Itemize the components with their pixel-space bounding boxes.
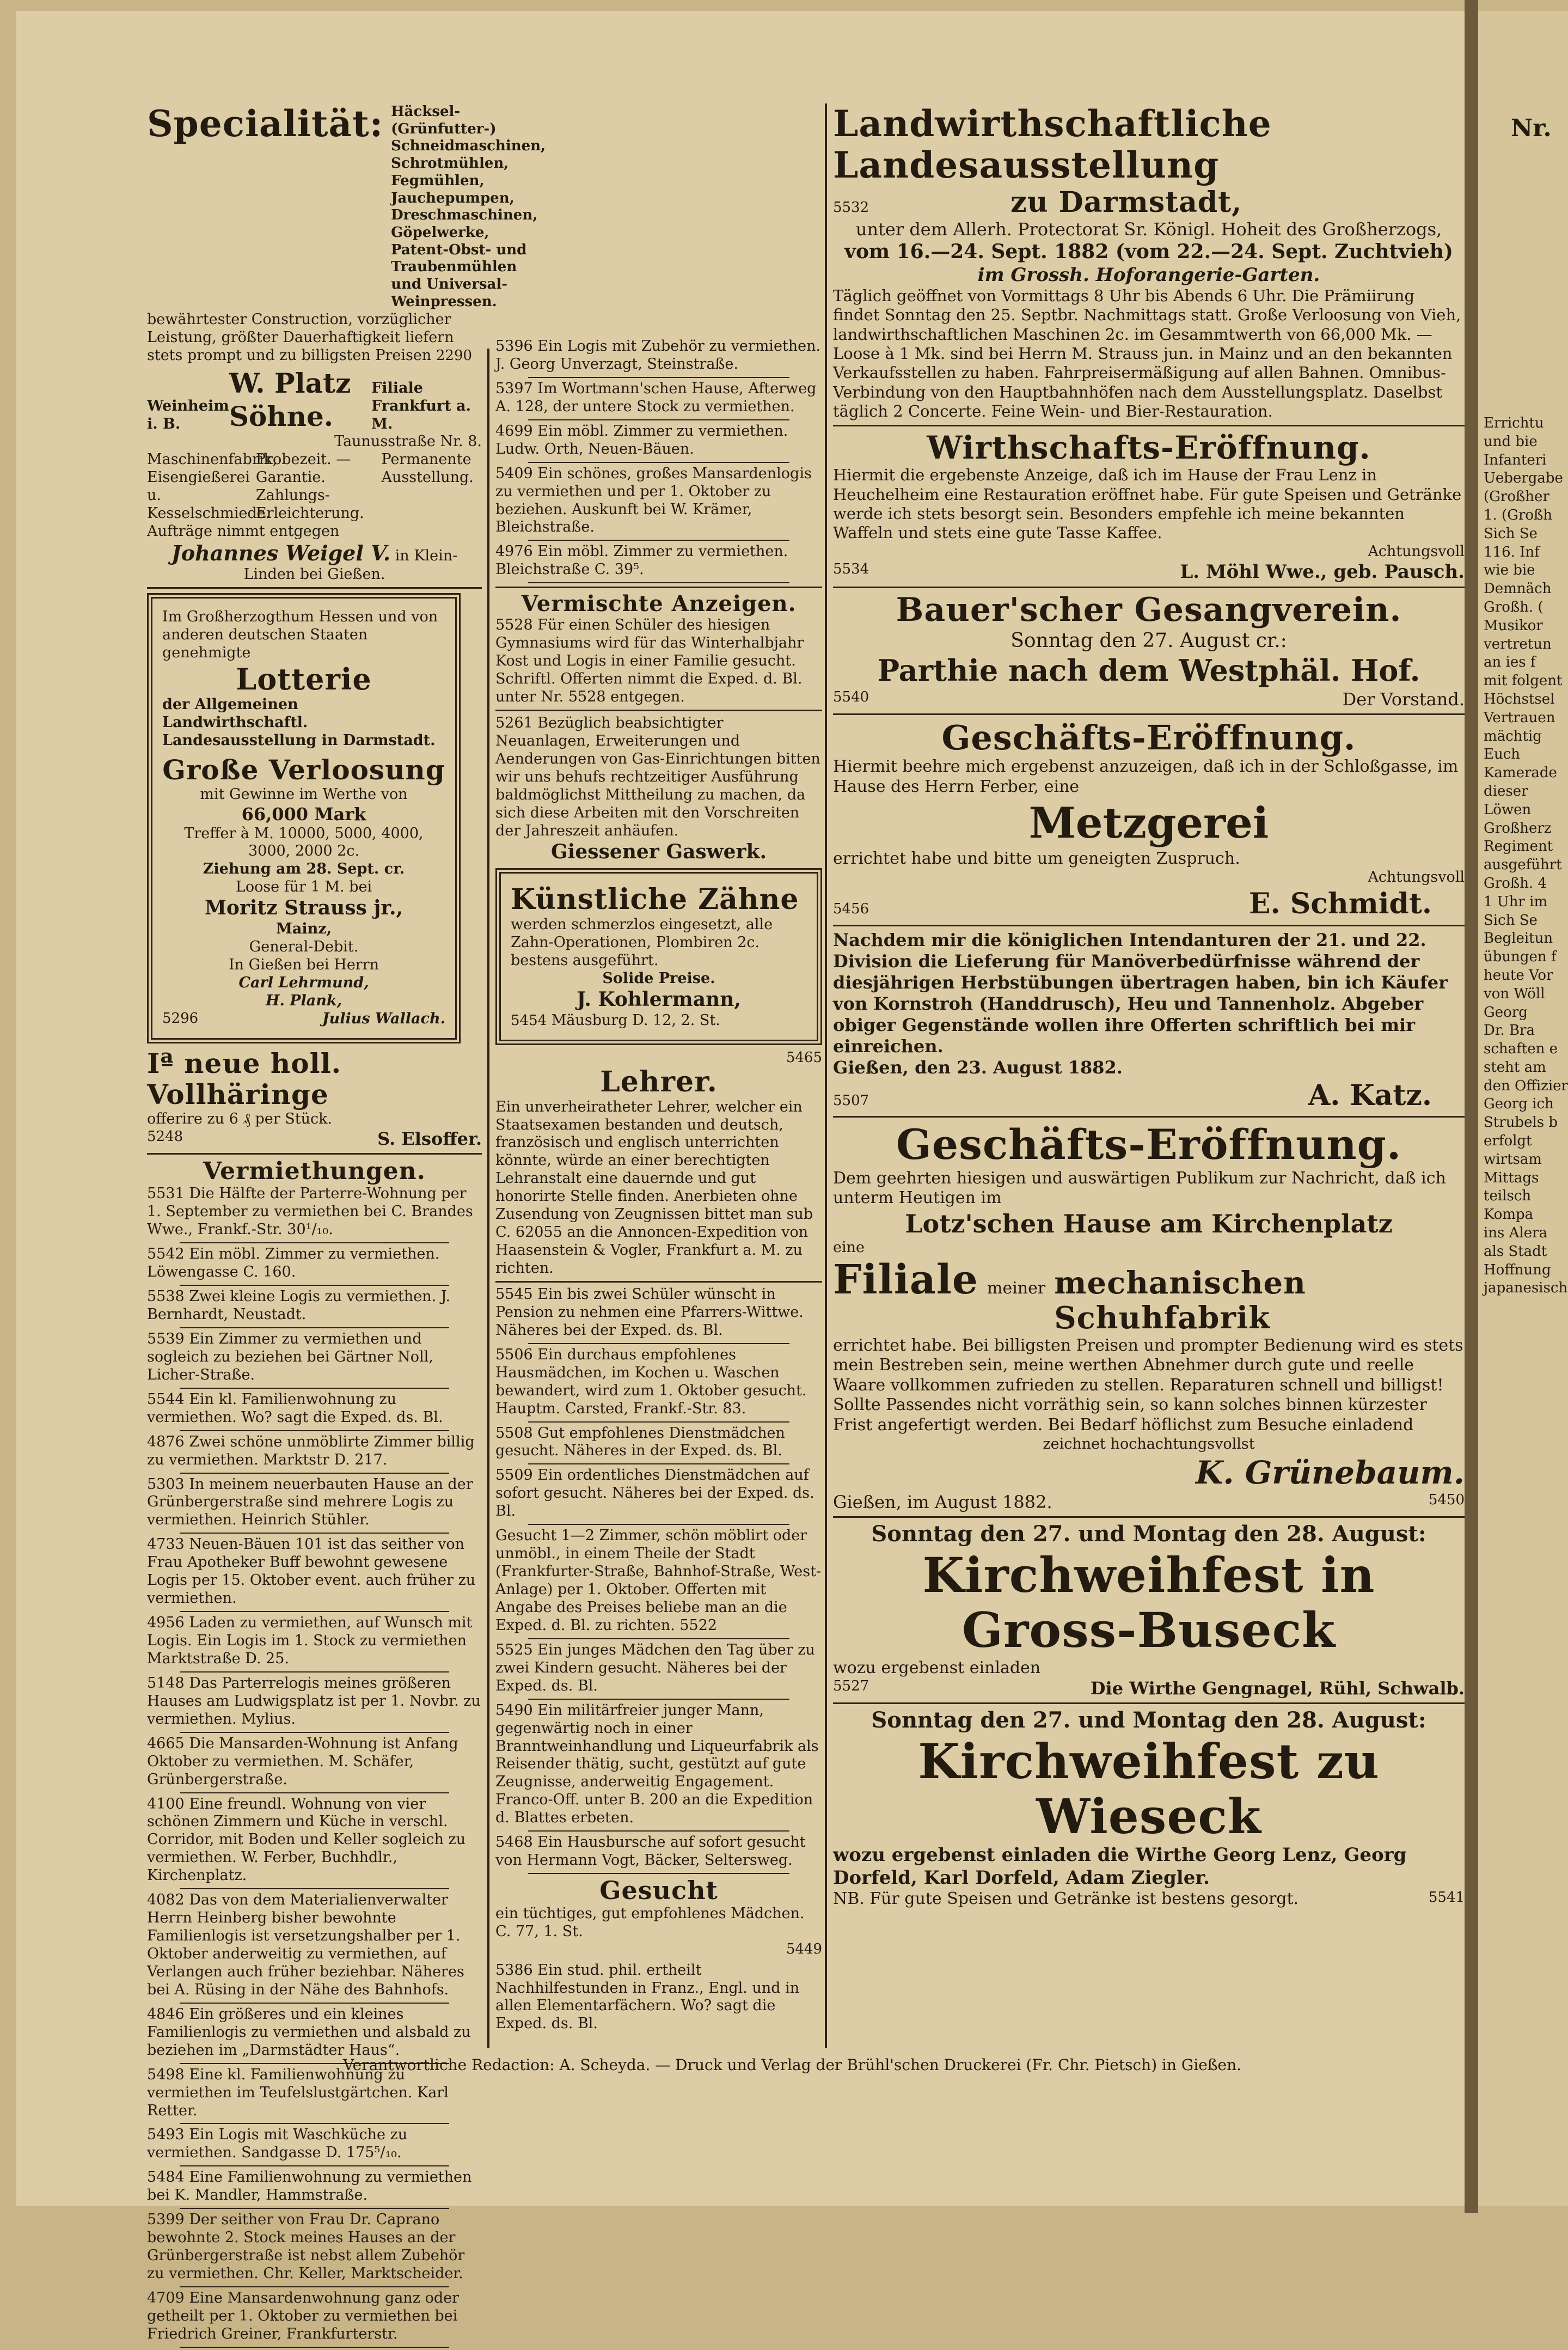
teeth-name: J. Kohlermann,	[577, 987, 741, 1011]
rental-ad: 5493 Ein Logis mit Waschküche zu vermiethen. Sandgasse D. 175⁵/₁₀.	[147, 2126, 408, 2162]
rental-ad: 5531 Die Hälfte der Parterre-Wohnung per 1. September zu vermiethen bei C. Brandes Wwe., Frankf.-Str. 30¹/₁₀.	[147, 1185, 473, 1238]
rental-ad: 4100 Eine freundl. Wohnung von vier schönen Zimmern und Küche in verschl. Corridor, mit Boden und Keller sogleich zu vermiethen. W. Ferber, Buchhdlr., Kirchenplatz.	[147, 1795, 466, 1884]
schuh-fabrik: mechanischen Schuhfabrik	[1054, 1265, 1306, 1336]
ad-katz	[833, 930, 1465, 1113]
rental-ad: 4976 Ein möbl. Zimmer zu vermiethen. Bleichstraße C. 39⁵.	[495, 543, 788, 578]
rental-ad: 5484 Eine Familienwohnung zu vermiethen bei K. Mandler, Hammstraße.	[147, 2169, 472, 2204]
misc-ad: 5386 Ein stud. phil. ertheilt Nachhilfestunden in Franz., Engl. und in allen Elementarfächern. Wo? sagt die Exped. ds. Bl.	[495, 1961, 800, 2032]
next-page-fragment: Sich Se	[1484, 912, 1538, 929]
small-divider	[528, 582, 789, 583]
next-page-fragment: Euch	[1484, 746, 1521, 763]
lottery-value-line: mit Gewinne im Werthe von	[200, 785, 408, 803]
next-page-fragment: Löwen	[1484, 801, 1532, 818]
ad-firm: W. Platz Söhne.	[229, 367, 351, 433]
wieseck-nb: NB. Für gute Speisen und Getränke ist bestens gesorgt.	[833, 1889, 1299, 1909]
ad-specialitaet	[147, 102, 546, 584]
next-page-fragment: Großherz	[1484, 820, 1552, 837]
teeth-prices: Solide Preise.	[602, 970, 715, 987]
teacher-title: Lehrer.	[600, 1065, 718, 1098]
schuh-regards: zeichnet hochachtungsvollst	[1043, 1435, 1255, 1452]
small-divider	[528, 1421, 789, 1423]
next-page-fragment: erfolgt	[1484, 1133, 1532, 1150]
small-divider	[528, 540, 789, 541]
gesucht-number: 5449	[786, 1940, 822, 1957]
katz-date: Gießen, den 23. August 1882.	[833, 1057, 1123, 1078]
rental-ad: 4733 Neuen-Bäuen 101 ist das seither von Frau Apotheker Buff bewohnt gewesene Logis per 15. Oktober event. auch früher zu vermiethen.	[147, 1536, 476, 1607]
ad-agent-place: in Klein-Linden bei Gießen.	[243, 547, 458, 583]
rental-ad: 5539 Ein Zimmer zu vermiethen und sogleich zu beziehen bei Gärtner Noll, Licher-Straße.	[147, 1330, 433, 1383]
wieseck-title: Kirchweihfest zu Wieseck	[918, 1732, 1380, 1845]
ad-teeth	[495, 868, 822, 1045]
rental-ad: 5498 Eine kl. Familienwohnung zu vermiethen im Teufelslustgärtchen. Karl Retter.	[147, 2066, 449, 2119]
small-divider	[528, 419, 789, 420]
next-page-fragment: Sich Se	[1484, 525, 1538, 542]
wieseck-invite: wozu ergebenst einladen die Wirthe Georg Lenz, Georg Dorfeld, Karl Dorfeld, Adam Ziegler.	[833, 1844, 1407, 1889]
misc-ad: Gesucht 1—2 Zimmer, schön möblirt oder unmöbl., in einem Theile der Stadt (Frankfurter-Straße, Bahnhof-Straße, West-Anlage) per 1. Oktober. Offerten mit Angabe des Preises beliebe man an die Exped. d. Bl. zu richten. 5522	[495, 1527, 822, 1634]
buseck-number: 5527	[833, 1678, 869, 1695]
ad-buseck	[833, 1521, 1465, 1699]
next-page-fragment: (Großher	[1484, 489, 1549, 505]
teacher-text: Ein unverheiratheter Lehrer, welcher ein Staatsexamen bestanden und deutsch, französisch und englisch unterrichten könnte, würde an einer berechtigten Lehranstalt eine dauernde und gut honorirte Stelle finden. Anerbieten ohne Zusendung von Zeugnissen bittet man sub C. 62055 an die Annoncen-Expedition von Haasenstein & Vogler, Frankfurt a. M. zu richten.	[495, 1098, 813, 1277]
wieseck-number: 5541	[1428, 1889, 1465, 1906]
next-page-fragments	[1478, 414, 1568, 1298]
divider	[833, 1116, 1465, 1118]
next-page-fragment: Großh. 4	[1484, 875, 1547, 892]
small-divider	[180, 2123, 449, 2124]
ad-herring	[147, 1048, 482, 1150]
schuh-text2: errichtet habe. Bei billigsten Preisen und prompter Bedienung wird es stets mein Bestreben sein, meine werthen Abnehmer durch gute und reelle Waare vollkommen zufrieden zu stellen. Reparaturen schnell und billigst! Sollte Passendes nicht vorräthig sein, so kann solches binnen kürzester Frist angefertigt werden. Bei Bedarf höflichst zum Besuche einladend	[833, 1335, 1463, 1435]
herring-title: Iª neue holl. Vollhäringe	[147, 1047, 341, 1111]
katz-name: A. Katz.	[1308, 1078, 1432, 1112]
next-page-fragment: mächtig	[1484, 728, 1542, 744]
schuh-place: Lotz'schen Hause am Kirchenplatz	[905, 1208, 1393, 1238]
next-page-fragment: Errichtu	[1484, 415, 1544, 431]
next-page-fragment: 1 Uhr im	[1484, 893, 1548, 910]
metz-word: Metzgerei	[1028, 798, 1269, 848]
small-divider	[180, 1430, 449, 1431]
book-gutter	[1465, 0, 1478, 2213]
ad-text: bewährtester Construction, vorzüglicher Leistung, größter Dauerhaftigkeit liefern stets prompt und zu billigsten Preisen	[147, 310, 454, 364]
small-divider	[528, 1343, 789, 1344]
small-divider	[528, 377, 789, 378]
small-divider	[528, 1873, 789, 1874]
small-divider	[180, 2003, 449, 2004]
schuh-date: Gießen, im August 1882.	[833, 1492, 1052, 1513]
next-page-fragment: ins Alera	[1484, 1225, 1548, 1242]
gas-text: 5261 Bezüglich beabsichtigter Neuanlagen, Erweiterungen und Aenderungen von Gas-Einrichtungen bitten wir uns behufs rechtzeitiger Ausführung baldmöglichst Mittheilung zu machen, da sich diese Arbeiten mit den Vorschreiten der Jahreszeit anhäufen.	[495, 714, 820, 839]
lottery-seller: Moritz Strauss jr.,	[204, 896, 403, 920]
next-page-fragment: und bie	[1484, 433, 1538, 450]
small-divider	[180, 2347, 449, 2348]
next-page-fragment: Dr. Bra	[1484, 1022, 1535, 1039]
divider	[833, 425, 1465, 426]
next-page-edge	[1478, 11, 1568, 2206]
gas-sign: Giessener Gaswerk.	[550, 840, 767, 863]
rental-ad: 5542 Ein möbl. Zimmer zu vermiethen. Löwengasse C. 160.	[147, 1246, 440, 1281]
schuh-number: 5450	[1428, 1492, 1465, 1509]
column-3	[833, 103, 1465, 1913]
ad-number: 2290	[436, 347, 473, 364]
next-page-fragment: wie bie	[1484, 562, 1535, 579]
schuh-eine: eine	[833, 1238, 865, 1256]
next-page-fragment: Hoffnung	[1484, 1261, 1551, 1278]
ad-wirt	[833, 430, 1465, 584]
expo-text: Täglich geöffnet von Vormittags 8 Uhr bis Abends 6 Uhr. Die Prämiirung findet Sonntag den 25. Septbr. Nachmittags statt. Große Verloosung von Vieh, landwirthschaftlichen Maschinen 2c. im Gesammtwerth von 66,000 Mk. — Loose à 1 Mk. sind bei Herrn M. Strauss jun. in Mainz und an den bekannten Verkaufsstellen zu haben. Fahrpreisermäßigung auf allen Bahnen. Omnibus-Verbindung von den Hauptbahnhöfen nach dem Ausstellungsplatz. Daselbst täglich 2 Concerte. Feine Wein- und Bier-Restauration.	[833, 286, 1461, 421]
small-divider	[180, 1888, 449, 1889]
next-page-fragment: Vertrauen	[1484, 709, 1555, 726]
lottery-value: 66,000 Mark	[241, 803, 366, 825]
misc-heading: Vermischte Anzeigen.	[521, 591, 797, 617]
schuh-text1: Dem geehrten hiesigen und auswärtigen Publikum zur Nachricht, daß ich unterm Heutigen im	[833, 1168, 1446, 1208]
lottery-seller-role: General-Debit.	[249, 938, 359, 956]
divider	[147, 1153, 482, 1155]
katz-number: 5507	[833, 1092, 869, 1109]
small-divider	[180, 1473, 449, 1474]
rental-ad: 5148 Das Parterrelogis meines größeren Hauses am Ludwigsplatz ist per 1. Novbr. zu vermiethen. Mylius.	[147, 1674, 481, 1728]
wirt-regards: Achtungsvoll	[1368, 542, 1465, 560]
next-page-fragment: 1. (Großh	[1484, 506, 1553, 523]
small-divider	[180, 1611, 449, 1612]
ad-agent: Johannes Weigel V.	[171, 541, 391, 566]
rental-ad: 4846 Ein größeres und ein kleines Familienlogis zu vermiethen und alsbald zu beziehen im „Darmstädter Haus“.	[147, 2005, 471, 2059]
small-divider	[180, 1671, 449, 1673]
teeth-number2: 5465	[786, 1049, 822, 1066]
next-page-fragment: Strubels b	[1484, 1114, 1558, 1131]
schuh-meiner: meiner	[987, 1278, 1046, 1298]
ad-metzgerei	[833, 718, 1465, 921]
small-divider	[528, 1463, 789, 1464]
next-page-fragment: wirtsam	[1484, 1151, 1542, 1168]
rental-ad: 5409 Ein schönes, großes Mansardenlogis zu vermiethen und per 1. Oktober zu beziehen. Auskunft bei W. Krämer, Bleichstraße.	[495, 465, 812, 536]
rental-ad: 5303 In meinem neuerbauten Hause an der Grünbergerstraße sind mehrere Logis zu vermiethen. Heinrich Stühler.	[147, 1475, 473, 1529]
divider	[833, 587, 1465, 588]
next-page-fragment: Regiment	[1484, 838, 1553, 855]
metz-text1: Hiermit beehre mich ergebenst anzuzeigen, daß ich in der Schloßgasse, im Hause des Herrn Ferber, eine	[833, 757, 1459, 796]
ad-mid-text: Probezeit. — Garantie. Zahlungs-Erleichterung.	[255, 451, 364, 522]
misc-ad: 5525 Ein junges Mädchen den Tag über zu zwei Kindern gesucht. Näheres bei der Exped. ds. Bl.	[495, 1641, 815, 1694]
col2-top-list	[495, 338, 822, 583]
gesucht-title: Gesucht	[599, 1876, 718, 1906]
next-page-fragment: Musikor	[1484, 617, 1543, 634]
column-rule	[825, 103, 827, 2048]
next-page-fragment: steht am	[1484, 1059, 1546, 1076]
misc-ad: 5509 Ein ordentliches Dienstmädchen auf sofort gesucht. Näheres bei der Exped. ds. Bl.	[495, 1467, 814, 1520]
rentals-list	[147, 1185, 482, 2347]
misc-ad: 5468 Ein Hausbursche auf sofort gesucht von Hermann Vogt, Bäcker, Seltersweg.	[495, 1834, 806, 1869]
misc-ad: 5528 Für einen Schüler des hiesigen Gymnasiums wird für das Winterhalbjahr Kost und Logis in einer Familie gesucht. Schriftl. Offerten nimmt die Exped. d. Bl. unter Nr. 5528 entgegen.	[495, 617, 804, 705]
divider	[495, 587, 822, 588]
small-divider	[528, 1638, 789, 1639]
schuh-filiale: Filiale	[833, 1256, 979, 1303]
teeth-text: werden schmerzlos eingesetzt, alle Zahn-Operationen, Plombiren 2c. bestens ausgeführt.	[511, 916, 773, 969]
small-divider	[528, 462, 789, 463]
misc-ad: 5490 Ein militärfreier junger Mann, gegenwärtig noch in einer Branntweinhandlung und Liqueurfabrik als Reisender thätig, sucht, gestützt auf gute Zeugnisse, anderweitig Engagement. Franco-Off. unter B. 200 an die Expedition d. Blattes erbeten.	[495, 1701, 819, 1827]
column-2	[495, 338, 822, 2036]
rental-ad: 5538 Zwei kleine Logis zu vermiethen. J. Bernhardt, Neustadt.	[147, 1288, 451, 1323]
metz-name: E. Schmidt.	[1248, 887, 1432, 921]
next-page-header: Nr.	[1511, 114, 1552, 142]
bauer-number: 5540	[833, 688, 869, 705]
small-divider	[180, 1732, 449, 1733]
divider	[495, 1281, 822, 1283]
rental-ad: 4699 Ein möbl. Zimmer zu vermiethen. Ludw. Orth, Neuen-Bäuen.	[495, 422, 788, 457]
rentals-heading: Vermiethungen.	[203, 1157, 426, 1185]
expo-venue: im Grossh. Hoforangerie-Garten.	[977, 264, 1320, 286]
lottery-title2: Große Verloosung	[162, 754, 445, 786]
next-page-fragment: Infanteri	[1484, 451, 1547, 468]
next-page-fragment: Mittags	[1484, 1169, 1539, 1186]
buseck-hosts: Die Wirthe Gengnagel, Rühl, Schwalb.	[1090, 1678, 1465, 1699]
schuh-name: K. Grünebaum.	[1196, 1454, 1465, 1491]
small-divider	[180, 1327, 449, 1328]
rental-ad: 4876 Zwei schöne unmöblirte Zimmer billig zu vermiethen. Marktstr D. 217.	[147, 1433, 475, 1468]
ad-schuh	[833, 1121, 1465, 1513]
divider	[833, 713, 1465, 715]
buseck-date: Sonntag den 27. und Montag den 28. August:	[871, 1521, 1426, 1547]
lottery-seller-city: Mainz,	[275, 920, 332, 938]
expo-title: Landwirthschaftliche Landesausstellung	[833, 102, 1272, 186]
bauer-event: Parthie nach dem Westphäl. Hof.	[877, 653, 1420, 688]
small-divider	[180, 1388, 449, 1389]
next-page-fragment: Großh. (	[1484, 599, 1543, 615]
next-page-fragment: Höchstsel	[1484, 691, 1555, 707]
expo-line1: unter dem Allerh. Protectorat Sr. Königl. Hoheit des Großherzogs,	[855, 218, 1442, 240]
rental-ad: 5396 Ein Logis mit Zubehör zu vermiethen. J. Georg Unverzagt, Steinstraße.	[495, 338, 821, 373]
katz-text: Nachdem mir die königlichen Intendanturen der 21. und 22. Division die Lieferung für Manöverbedürfnisse während der diesjährigen Herbstübungen übertragen haben, bin ich Käufer von Kornstroh (Handdrusch), Heu und Tannenholz. Abgeber obiger Gegenstände wollen ihre Offerten schriftlich bei mir einreichen.	[833, 929, 1448, 1057]
herring-number: 5248	[147, 1128, 183, 1145]
ad-right-text: Permanente Ausstellung.	[381, 451, 474, 486]
newspaper-page	[16, 11, 1465, 2342]
teeth-address: Mäusburg D. 12, 2. St.	[551, 1011, 720, 1029]
wirt-text: Hiermit die ergebenste Anzeige, daß ich im Hause der Frau Lenz in Heuchelheim eine Restauration eröffnet habe. Für gute Speisen und Getränke werde ich stets besorgt sein. Besonders empfehle ich meine bekannten Waffeln und stets eine gute Tasse Kaffee.	[833, 466, 1462, 542]
rental-ad: 5397 Im Wortmann'schen Hause, Afterweg A. 128, der untere Stock zu vermiethen.	[495, 380, 817, 415]
next-page-fragment: von Wöll	[1484, 985, 1545, 1002]
wieseck-date: Sonntag den 27. und Montag den 28. August:	[871, 1707, 1426, 1733]
rental-ad: 4082 Das von dem Materialienverwalter Herrn Heinberg bisher bewohnte Familienlogis ist versetzungshalber per 1. Oktober anderweitig zu vermiethen, auf Verlangen auch früher beziehbar. Näheres bei A. Rüsing in der Nähe des Bahnhofs.	[147, 1891, 464, 1998]
next-page-fragment: japanesisch	[1484, 1280, 1568, 1297]
small-divider	[528, 1830, 789, 1832]
next-page-fragment: Georg	[1484, 1004, 1528, 1021]
column-rule	[487, 349, 489, 2048]
misc-ad: 5506 Ein durchaus empfohlenes Hausmädchen, im Kochen u. Waschen bewandert, wird zum 1. Oktober gesucht. Hauptm. Carsted, Frankf.-Str. 83.	[495, 1346, 807, 1417]
small-divider	[180, 1285, 449, 1286]
lottery-name: Julius Wallach.	[322, 1010, 445, 1027]
gesucht-text: ein tüchtiges, gut empfohlenes Mädchen. C. 77, 1. St.	[495, 1905, 805, 1940]
next-page-fragment: ausgeführt	[1484, 857, 1562, 874]
small-divider	[180, 1792, 449, 1793]
next-page-fragment: als Stadt	[1484, 1243, 1547, 1260]
buseck-invite: wozu ergebenst einladen	[833, 1658, 1041, 1677]
next-page-fragment: den Offizier	[1484, 1077, 1568, 1094]
lottery-sub: der Allgemeinen Landwirthschaftl. Landesausstellung in Darmstadt.	[162, 696, 436, 749]
divider	[833, 925, 1465, 926]
divider	[495, 710, 822, 711]
next-page-fragment: an ies f	[1484, 654, 1536, 671]
lottery-number: 5296	[162, 1010, 199, 1027]
next-page-fragment: Kompa	[1484, 1206, 1534, 1223]
ad-branch-address: Taunusstraße Nr. 8.	[334, 433, 482, 450]
ad-items: Häcksel- (Grünfutter-) Schneidmaschinen, Schrotmühlen, Fegmühlen, Jauchepumpen, Dreschmaschinen, Göpelwerke, Patent-Obst- und Traubenmühlen und Universal-Weinpressen.	[391, 103, 546, 310]
small-divider	[180, 2286, 449, 2287]
next-page-fragment: teilsch	[1484, 1188, 1532, 1205]
expo-dates: vom 16.—24. Sept. 1882 (vom 22.—24. Sept. Zuchtvieh)	[844, 240, 1453, 263]
lottery-intro: Im Großherzogthum Hessen und von anderen deutschen Staaten genehmigte	[162, 608, 438, 662]
misc-ad: 5545 Ein bis zwei Schüler wünscht in Pension zu nehmen eine Pfarrers-Wittwe. Näheres bei der Exped. ds. Bl.	[495, 1285, 804, 1339]
next-page-fragment: heute Vor	[1484, 967, 1553, 984]
ad-city: Weinheim i. B.	[147, 397, 229, 432]
teeth-title: Künstliche Zähne	[511, 883, 799, 917]
small-divider	[180, 2208, 449, 2209]
divider	[147, 587, 482, 589]
metz-text2: errichtet habe und bitte um geneigten Zuspruch.	[833, 849, 1240, 868]
lottery-draw: Ziehung am 28. Sept. cr.	[203, 860, 405, 878]
next-page-fragment: schaften e	[1484, 1041, 1558, 1058]
expo-place: zu Darmstadt,	[1010, 185, 1242, 219]
next-page-fragment: Kamerade	[1484, 765, 1557, 782]
rental-ad: 4956 Laden zu vermiethen, auf Wunsch mit Logis. Ein Logis im 1. Stock zu vermiethen Marktstraße D. 25.	[147, 1614, 473, 1667]
next-page-fragment: Begleitun	[1484, 930, 1553, 947]
teeth-number: 5454	[511, 1012, 547, 1029]
bauer-title: Bauer'scher Gesangverein.	[896, 591, 1402, 630]
ad-heading: Specialität:	[147, 102, 384, 145]
lottery-giessen: In Gießen bei Herrn	[228, 956, 379, 974]
next-page-fragment: übungen f	[1484, 949, 1557, 966]
ad-teacher	[495, 1066, 822, 1278]
metz-regards: Achtungsvoll	[1368, 869, 1465, 886]
ad-branch: Filiale Frankfurt a. M.	[371, 379, 471, 432]
misc-ad: 5508 Gut empfohlenes Dienstmädchen gesucht. Näheres in der Exped. ds. Bl.	[495, 1424, 785, 1460]
small-divider	[180, 2165, 449, 2166]
small-divider	[180, 1533, 449, 1534]
ad-left-text: Maschinenfabrik, Eisengießerei u. Kesselschmiede.	[147, 451, 278, 522]
buseck-title: Kirchweihfest in Gross-Buseck	[922, 1547, 1375, 1659]
bauer-sign: Der Vorstand.	[1342, 688, 1465, 710]
ad-bauer	[833, 591, 1465, 710]
divider	[833, 1516, 1465, 1518]
next-page-fragment: 116. Inf	[1484, 544, 1540, 560]
ad-gesucht	[495, 1876, 822, 1958]
bauer-date: Sonntag den 27. August cr.:	[1010, 630, 1287, 652]
expo-number: 5532	[833, 199, 869, 216]
herring-name: S. Elsoffer.	[377, 1128, 482, 1149]
lottery-price: Loose für 1 M. bei	[235, 878, 372, 896]
divider	[833, 1702, 1465, 1704]
ad-gas	[495, 715, 822, 864]
footer-imprint: Verantwortliche Redaction: A. Scheyda. — Druck und Verlag der Brühl'schen Druckerei (Fr. Chr. Pietsch) in Gießen.	[343, 2056, 1242, 2074]
small-divider	[528, 1524, 789, 1525]
rental-ad: 5399 Der seither von Frau Dr. Caprano bewohnte 2. Stock meines Hauses an der Grünbergerstraße ist nebst allem Zubehör zu vermiethen. Chr. Keller, Marktscheider.	[147, 2211, 465, 2282]
metz-number: 5456	[833, 901, 869, 918]
next-page-fragment: vertretun	[1484, 636, 1552, 652]
small-divider	[528, 1699, 789, 1700]
ad-orders: Aufträge nimmt entgegen	[147, 523, 340, 540]
rental-ad: 4665 Die Mansarden-Wohnung ist Anfang Oktober zu vermiethen. M. Schäfer, Grünbergerstraße.	[147, 1735, 458, 1788]
lottery-prizes: Treffer à M. 10000, 5000, 4000, 3000, 2000 2c.	[184, 825, 424, 860]
schuh-title: Geschäfts-Eröffnung.	[896, 1120, 1402, 1169]
herring-text: offerire zu 6 ₰ per Stück.	[147, 1110, 333, 1127]
rental-ad: 5544 Ein kl. Familienwohnung zu vermiethen. Wo? sagt die Exped. ds. Bl.	[147, 1390, 443, 1426]
next-page-fragment: Demnäch	[1484, 581, 1552, 597]
metz-title: Geschäfts-Eröffnung.	[941, 718, 1356, 758]
rental-ad: 4709 Eine Mansardenwohnung ganz oder getheilt per 1. Oktober zu vermiethen bei Friedrich Greiner, Frankfurterstr.	[147, 2289, 460, 2342]
next-page-fragment: mit folgent	[1484, 673, 1563, 689]
ad-wieseck	[833, 1707, 1465, 1909]
lottery-name: H. Plank,	[265, 992, 342, 1009]
ad-lottery	[147, 593, 461, 1043]
small-divider	[180, 1242, 449, 1243]
lottery-name: Carl Lehrmund,	[238, 974, 369, 992]
wirt-name: L. Möhl Wwe., geb. Pausch.	[1180, 560, 1465, 583]
next-page-fragment: Georg ich	[1484, 1096, 1554, 1113]
next-page-fragment: dieser	[1484, 783, 1528, 799]
wirt-title: Wirthschafts-Eröffnung.	[927, 429, 1371, 466]
lottery-title: Lotterie	[236, 662, 372, 697]
next-page-fragment: Uebergabe	[1484, 470, 1563, 487]
col2-rest-list	[495, 1286, 822, 1874]
wirt-number: 5534	[833, 560, 869, 577]
ad-expo	[833, 103, 1465, 422]
